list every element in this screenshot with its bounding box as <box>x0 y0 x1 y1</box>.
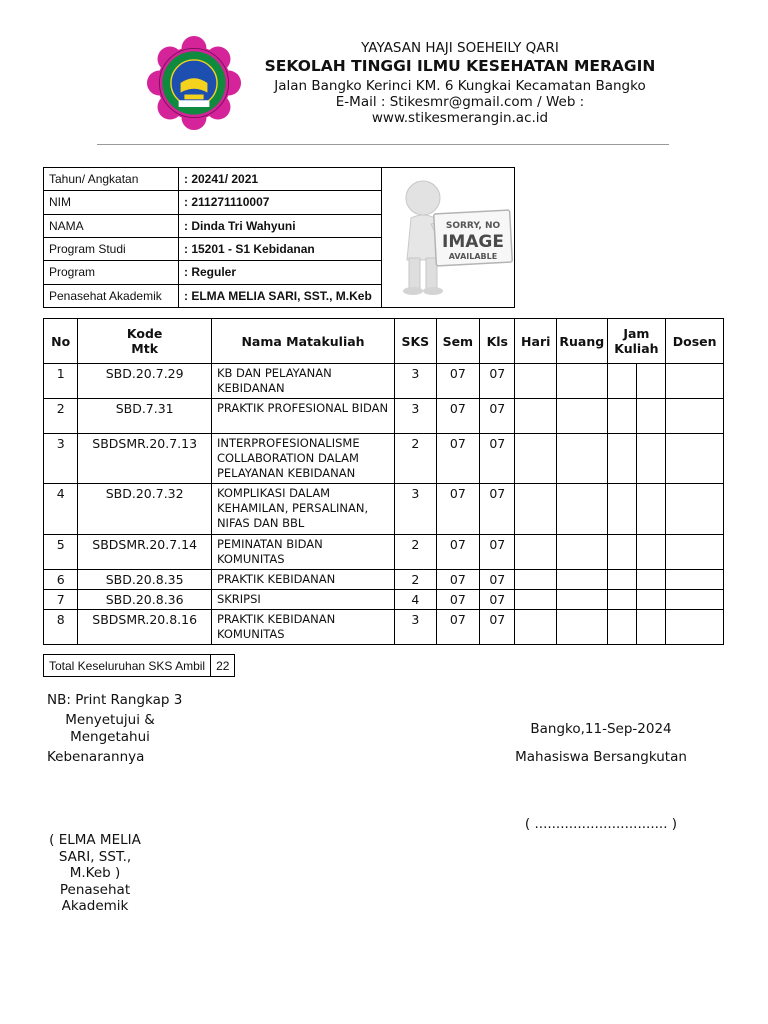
course-table <box>43 318 724 645</box>
cell-kode: SBD.7.31 <box>78 399 212 434</box>
cell-jam-end <box>636 610 665 645</box>
col-header-jam-line1: Jam <box>623 326 650 341</box>
cell-sem: 07 <box>436 535 480 570</box>
cell-kode: SBDSMR.20.7.13 <box>78 434 212 484</box>
col-header-jam-line2: Kuliah <box>614 341 659 356</box>
cell-sem: 07 <box>436 364 480 399</box>
approve-line-2: Mengetahui <box>70 729 150 745</box>
cell-nama: KB DAN PELAYANAN KEBIDANAN <box>211 364 394 399</box>
header-divider <box>97 144 669 145</box>
student-signature-line: ( ............................... ) <box>524 816 678 832</box>
school-name: SEKOLAH TINGGI ILMU KESEHATAN MERAGIN <box>264 57 656 75</box>
cell-sks: 2 <box>395 434 436 484</box>
no-image-placeholder <box>383 168 513 304</box>
cell-sem: 07 <box>436 570 480 590</box>
cell-dosen <box>666 570 724 590</box>
table-row <box>44 399 724 434</box>
table-row <box>44 364 724 399</box>
student-info-table <box>43 167 515 308</box>
cell-sks: 2 <box>395 570 436 590</box>
cell-sks: 4 <box>395 590 436 610</box>
info-value: : 20241/ 2021 <box>179 168 382 191</box>
place-date: Bangko,11-Sep-2024 <box>530 721 672 737</box>
col-header-sks: SKS <box>395 319 436 364</box>
info-value: : Reguler <box>179 261 382 284</box>
cell-sem: 07 <box>436 590 480 610</box>
cell-jam-end <box>636 434 665 484</box>
cell-jam-start <box>607 399 636 434</box>
table-row <box>44 610 724 645</box>
school-logo <box>146 35 242 131</box>
table-row <box>44 484 724 535</box>
school-email: E-Mail : Stikesmr@gmail.com / Web : <box>335 94 585 110</box>
table-row <box>44 535 724 570</box>
cell-dosen <box>666 484 724 535</box>
cell-no: 8 <box>44 610 78 645</box>
cell-ruang <box>556 590 607 610</box>
advisor-line-5: Akademik <box>61 898 129 914</box>
cell-no: 4 <box>44 484 78 535</box>
cell-hari <box>515 570 556 590</box>
cell-dosen <box>666 399 724 434</box>
cell-ruang <box>556 399 607 434</box>
cell-kls: 07 <box>480 434 515 484</box>
col-header-no: No <box>44 319 78 364</box>
cell-jam-end <box>636 484 665 535</box>
total-label: Total Keseluruhan SKS Ambil <box>44 655 211 677</box>
cell-dosen <box>666 590 724 610</box>
cell-no: 6 <box>44 570 78 590</box>
cell-dosen <box>666 364 724 399</box>
approve-line-1: Menyetujui & <box>65 712 155 728</box>
cell-nama: KOMPLIKASI DALAM KEHAMILAN, PERSALINAN, NIFAS DAN BBL <box>211 484 394 535</box>
cell-sks: 3 <box>395 399 436 434</box>
approve-line-3: Kebenarannya <box>47 749 145 765</box>
cell-kls: 07 <box>480 590 515 610</box>
school-address: Jalan Bangko Kerinci KM. 6 Kungkai Kecamatan Bangko <box>274 78 646 94</box>
cell-hari <box>515 364 556 399</box>
info-label: NAMA <box>44 214 179 237</box>
cell-dosen <box>666 535 724 570</box>
cell-kls: 07 <box>480 535 515 570</box>
cell-jam-start <box>607 364 636 399</box>
info-value: : Dinda Tri Wahyuni <box>179 214 382 237</box>
info-value: : 211271110007 <box>179 191 382 214</box>
advisor-line-4: Penasehat <box>59 882 131 898</box>
info-label: NIM <box>44 191 179 214</box>
info-row <box>44 168 515 191</box>
cell-jam-end <box>636 535 665 570</box>
col-header-nama: Nama Matakuliah <box>211 319 394 364</box>
cell-no: 7 <box>44 590 78 610</box>
cell-jam-start <box>607 590 636 610</box>
col-header-kode <box>78 319 212 364</box>
col-header-kls: Kls <box>480 319 515 364</box>
cell-ruang <box>556 484 607 535</box>
cell-jam-end <box>636 364 665 399</box>
table-row <box>44 590 724 610</box>
cell-jam-start <box>607 610 636 645</box>
cell-sem: 07 <box>436 610 480 645</box>
cell-hari <box>515 434 556 484</box>
student-sign-title: Mahasiswa Bersangkutan <box>515 749 687 765</box>
student-photo <box>382 168 515 308</box>
col-header-dosen: Dosen <box>666 319 724 364</box>
cell-ruang <box>556 434 607 484</box>
cell-sks: 3 <box>395 484 436 535</box>
cell-dosen <box>666 610 724 645</box>
placeholder-line1: SORRY, NO <box>445 221 501 231</box>
cell-no: 5 <box>44 535 78 570</box>
cell-kls: 07 <box>480 610 515 645</box>
cell-kode: SBD.20.8.35 <box>78 570 212 590</box>
cell-nama: PEMINATAN BIDAN KOMUNITAS <box>211 535 394 570</box>
cell-jam-start <box>607 434 636 484</box>
advisor-line-3: M.Keb ) <box>69 865 121 881</box>
info-label: Penasehat Akademik <box>44 284 179 307</box>
col-header-sem: Sem <box>436 319 480 364</box>
cell-ruang <box>556 364 607 399</box>
info-label: Tahun/ Angkatan <box>44 168 179 191</box>
cell-kls: 07 <box>480 364 515 399</box>
total-row <box>44 655 235 677</box>
foundation-name: YAYASAN HAJI SOEHEILY QARI <box>361 40 559 56</box>
cell-sks: 3 <box>395 610 436 645</box>
cell-sem: 07 <box>436 399 480 434</box>
col-header-jam <box>607 319 666 364</box>
info-value: : ELMA MELIA SARI, SST., M.Keb <box>179 284 382 307</box>
cell-hari <box>515 399 556 434</box>
cell-kode: SBDSMR.20.7.14 <box>78 535 212 570</box>
cell-ruang <box>556 610 607 645</box>
total-sks-table <box>43 654 235 677</box>
cell-jam-start <box>607 484 636 535</box>
cell-sem: 07 <box>436 484 480 535</box>
cell-sks: 3 <box>395 364 436 399</box>
cell-jam-end <box>636 399 665 434</box>
cell-hari <box>515 590 556 610</box>
cell-jam-end <box>636 590 665 610</box>
col-header-kode-line1: Kode <box>126 326 163 341</box>
advisor-line-2: SARI, SST., <box>58 849 132 865</box>
cell-nama: PRAKTIK KEBIDANAN <box>211 570 394 590</box>
cell-dosen <box>666 434 724 484</box>
cell-jam-start <box>607 570 636 590</box>
info-label: Program Studi <box>44 237 179 260</box>
table-row <box>44 434 724 484</box>
cell-kode: SBD.20.8.36 <box>78 590 212 610</box>
cell-ruang <box>556 570 607 590</box>
cell-nama: PRAKTIK PROFESIONAL BIDAN <box>211 399 394 434</box>
cell-hari <box>515 535 556 570</box>
cell-kode: SBDSMR.20.8.16 <box>78 610 212 645</box>
school-website: www.stikesmerangin.ac.id <box>371 110 549 126</box>
placeholder-line3: AVAILABLE <box>448 252 498 261</box>
cell-sem: 07 <box>436 434 480 484</box>
col-header-ruang: Ruang <box>556 319 607 364</box>
total-value: 22 <box>211 655 235 677</box>
col-header-kode-line2: Mtk <box>131 341 159 356</box>
cell-kls: 07 <box>480 570 515 590</box>
course-header-row <box>44 319 724 364</box>
cell-jam-end <box>636 570 665 590</box>
cell-no: 3 <box>44 434 78 484</box>
placeholder-line2: IMAGE <box>442 232 504 252</box>
cell-jam-start <box>607 535 636 570</box>
cell-sks: 2 <box>395 535 436 570</box>
cell-kode: SBD.20.7.29 <box>78 364 212 399</box>
info-value: : 15201 - S1 Kebidanan <box>179 237 382 260</box>
cell-nama: PRAKTIK KEBIDANAN KOMUNITAS <box>211 610 394 645</box>
cell-no: 1 <box>44 364 78 399</box>
print-note: NB: Print Rangkap 3 <box>47 692 183 708</box>
cell-ruang <box>556 535 607 570</box>
table-row <box>44 570 724 590</box>
col-header-hari: Hari <box>515 319 556 364</box>
cell-kls: 07 <box>480 399 515 434</box>
cell-kode: SBD.20.7.32 <box>78 484 212 535</box>
cell-kls: 07 <box>480 484 515 535</box>
advisor-line-1: ( ELMA MELIA <box>49 832 141 848</box>
cell-hari <box>515 610 556 645</box>
cell-nama: SKRIPSI <box>211 590 394 610</box>
cell-nama: INTERPROFESIONALISME COLLABORATION DALAM PELAYANAN KEBIDANAN <box>211 434 394 484</box>
cell-hari <box>515 484 556 535</box>
cell-no: 2 <box>44 399 78 434</box>
info-label: Program <box>44 261 179 284</box>
